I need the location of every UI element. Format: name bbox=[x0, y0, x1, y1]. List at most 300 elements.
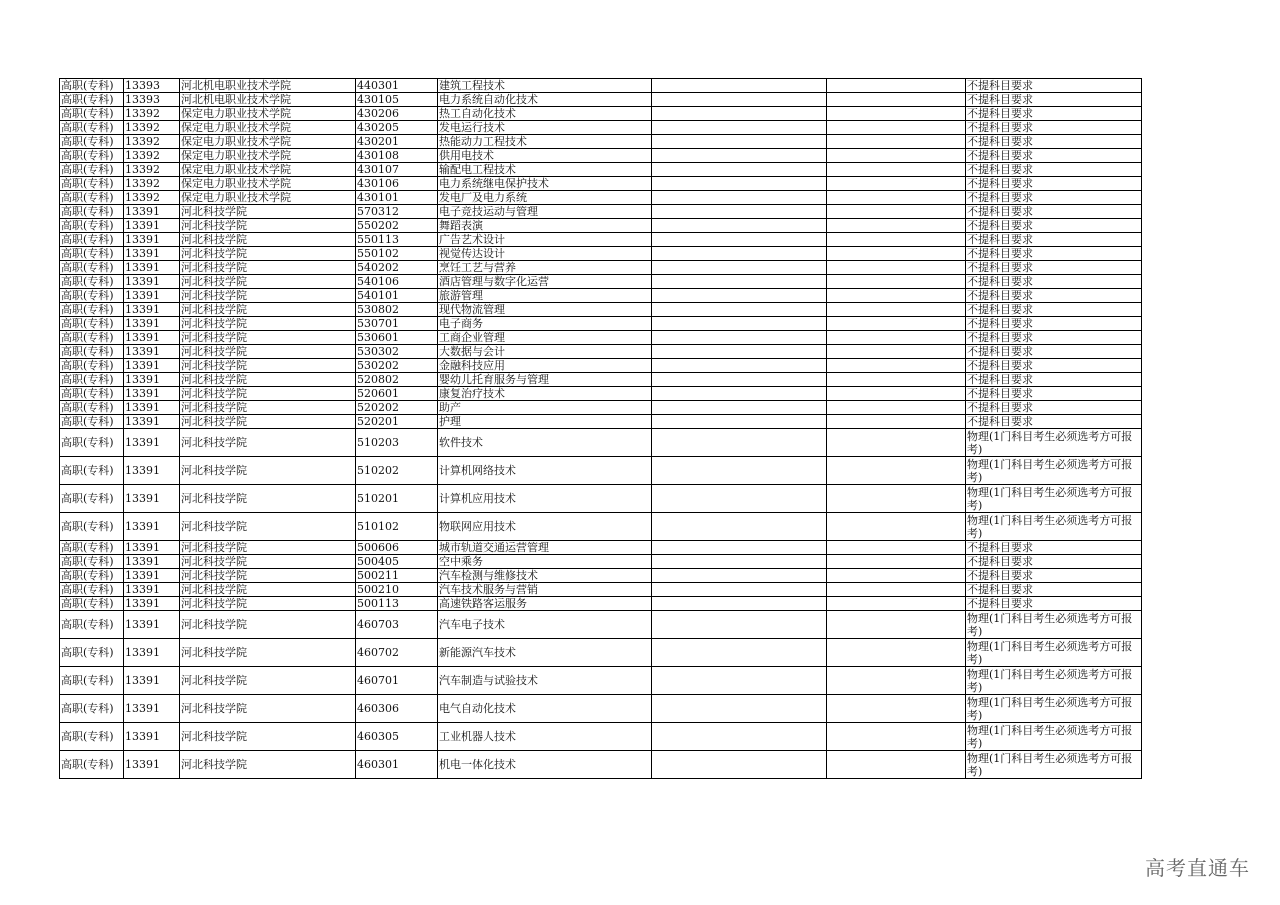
blank-cell bbox=[652, 359, 827, 373]
school-code-cell: 13391 bbox=[124, 695, 180, 723]
blank-cell bbox=[827, 597, 966, 611]
table-row bbox=[60, 695, 1142, 723]
blank-cell bbox=[652, 317, 827, 331]
school-name-cell: 保定电力职业技术学院 bbox=[180, 135, 356, 149]
subject-requirement-cell: 物理(1门科目考生必须选考方可报考) bbox=[966, 667, 1142, 695]
major-name-cell: 供用电技术 bbox=[438, 149, 652, 163]
major-name-cell: 新能源汽车技术 bbox=[438, 639, 652, 667]
school-code-cell: 13391 bbox=[124, 401, 180, 415]
level-cell: 高职(专科) bbox=[60, 373, 124, 387]
subject-requirement-cell: 物理(1门科目考生必须选考方可报考) bbox=[966, 723, 1142, 751]
level-cell: 高职(专科) bbox=[60, 569, 124, 583]
major-code-cell: 460701 bbox=[356, 667, 438, 695]
blank-cell bbox=[652, 191, 827, 205]
table-row bbox=[60, 303, 1142, 317]
school-code-cell: 13391 bbox=[124, 541, 180, 555]
blank-cell bbox=[827, 373, 966, 387]
major-code-cell: 510201 bbox=[356, 485, 438, 513]
major-code-cell: 520202 bbox=[356, 401, 438, 415]
major-name-cell: 电子竞技运动与管理 bbox=[438, 205, 652, 219]
major-code-cell: 530601 bbox=[356, 331, 438, 345]
subject-requirement-cell: 不提科目要求 bbox=[966, 177, 1142, 191]
school-code-cell: 13391 bbox=[124, 345, 180, 359]
blank-cell bbox=[827, 401, 966, 415]
table-row bbox=[60, 79, 1142, 93]
school-name-cell: 河北科技学院 bbox=[180, 541, 356, 555]
blank-cell bbox=[652, 79, 827, 93]
table-row bbox=[60, 667, 1142, 695]
blank-cell bbox=[827, 639, 966, 667]
blank-cell bbox=[652, 303, 827, 317]
blank-cell bbox=[827, 219, 966, 233]
watermark-text: 高考直通车 bbox=[1145, 856, 1250, 880]
major-name-cell: 烹饪工艺与营养 bbox=[438, 261, 652, 275]
school-code-cell: 13391 bbox=[124, 331, 180, 345]
blank-cell bbox=[827, 513, 966, 541]
table-row bbox=[60, 317, 1142, 331]
table-row bbox=[60, 149, 1142, 163]
major-name-cell: 旅游管理 bbox=[438, 289, 652, 303]
school-name-cell: 河北科技学院 bbox=[180, 261, 356, 275]
table-row bbox=[60, 415, 1142, 429]
major-code-cell: 540101 bbox=[356, 289, 438, 303]
school-name-cell: 河北科技学院 bbox=[180, 275, 356, 289]
blank-cell bbox=[652, 583, 827, 597]
major-name-cell: 汽车电子技术 bbox=[438, 611, 652, 639]
school-name-cell: 河北科技学院 bbox=[180, 387, 356, 401]
school-code-cell: 13392 bbox=[124, 149, 180, 163]
blank-cell bbox=[827, 331, 966, 345]
level-cell: 高职(专科) bbox=[60, 555, 124, 569]
level-cell: 高职(专科) bbox=[60, 121, 124, 135]
blank-cell bbox=[652, 331, 827, 345]
subject-requirement-cell: 不提科目要求 bbox=[966, 569, 1142, 583]
blank-cell bbox=[827, 205, 966, 219]
major-name-cell: 热工自动化技术 bbox=[438, 107, 652, 121]
school-code-cell: 13393 bbox=[124, 93, 180, 107]
table-row bbox=[60, 485, 1142, 513]
level-cell: 高职(专科) bbox=[60, 457, 124, 485]
subject-requirement-cell: 不提科目要求 bbox=[966, 359, 1142, 373]
school-name-cell: 河北科技学院 bbox=[180, 513, 356, 541]
blank-cell bbox=[827, 79, 966, 93]
subject-requirement-cell: 不提科目要求 bbox=[966, 387, 1142, 401]
school-name-cell: 河北科技学院 bbox=[180, 583, 356, 597]
subject-requirement-cell: 不提科目要求 bbox=[966, 597, 1142, 611]
major-name-cell: 软件技术 bbox=[438, 429, 652, 457]
subject-requirement-cell: 物理(1门科目考生必须选考方可报考) bbox=[966, 611, 1142, 639]
table-row bbox=[60, 597, 1142, 611]
school-code-cell: 13391 bbox=[124, 233, 180, 247]
school-name-cell: 河北科技学院 bbox=[180, 331, 356, 345]
blank-cell bbox=[652, 275, 827, 289]
major-code-cell: 430206 bbox=[356, 107, 438, 121]
table-row bbox=[60, 261, 1142, 275]
level-cell: 高职(专科) bbox=[60, 247, 124, 261]
level-cell: 高职(专科) bbox=[60, 387, 124, 401]
school-code-cell: 13391 bbox=[124, 751, 180, 779]
major-code-cell: 510102 bbox=[356, 513, 438, 541]
blank-cell bbox=[827, 751, 966, 779]
blank-cell bbox=[652, 429, 827, 457]
table-row bbox=[60, 331, 1142, 345]
blank-cell bbox=[827, 555, 966, 569]
school-name-cell: 保定电力职业技术学院 bbox=[180, 149, 356, 163]
major-name-cell: 电气自动化技术 bbox=[438, 695, 652, 723]
level-cell: 高职(专科) bbox=[60, 233, 124, 247]
school-name-cell: 河北机电职业技术学院 bbox=[180, 79, 356, 93]
blank-cell bbox=[652, 219, 827, 233]
blank-cell bbox=[652, 107, 827, 121]
major-code-cell: 500211 bbox=[356, 569, 438, 583]
school-code-cell: 13392 bbox=[124, 107, 180, 121]
school-code-cell: 13391 bbox=[124, 597, 180, 611]
major-code-cell: 570312 bbox=[356, 205, 438, 219]
school-name-cell: 河北科技学院 bbox=[180, 345, 356, 359]
blank-cell bbox=[827, 345, 966, 359]
level-cell: 高职(专科) bbox=[60, 667, 124, 695]
school-name-cell: 河北科技学院 bbox=[180, 401, 356, 415]
blank-cell bbox=[652, 233, 827, 247]
school-code-cell: 13392 bbox=[124, 121, 180, 135]
major-name-cell: 建筑工程技术 bbox=[438, 79, 652, 93]
blank-cell bbox=[652, 723, 827, 751]
major-code-cell: 500606 bbox=[356, 541, 438, 555]
major-code-cell: 430205 bbox=[356, 121, 438, 135]
blank-cell bbox=[652, 345, 827, 359]
blank-cell bbox=[827, 135, 966, 149]
blank-cell bbox=[652, 177, 827, 191]
level-cell: 高职(专科) bbox=[60, 345, 124, 359]
school-name-cell: 河北科技学院 bbox=[180, 751, 356, 779]
major-code-cell: 550113 bbox=[356, 233, 438, 247]
school-code-cell: 13391 bbox=[124, 611, 180, 639]
blank-cell bbox=[827, 723, 966, 751]
major-code-cell: 530802 bbox=[356, 303, 438, 317]
subject-requirement-cell: 不提科目要求 bbox=[966, 275, 1142, 289]
blank-cell bbox=[652, 485, 827, 513]
table-row bbox=[60, 373, 1142, 387]
school-code-cell: 13391 bbox=[124, 429, 180, 457]
table-row bbox=[60, 345, 1142, 359]
subject-requirement-cell: 不提科目要求 bbox=[966, 345, 1142, 359]
major-name-cell: 舞蹈表演 bbox=[438, 219, 652, 233]
school-name-cell: 河北科技学院 bbox=[180, 303, 356, 317]
table-row bbox=[60, 401, 1142, 415]
major-code-cell: 540202 bbox=[356, 261, 438, 275]
blank-cell bbox=[652, 415, 827, 429]
school-name-cell: 河北科技学院 bbox=[180, 429, 356, 457]
subject-requirement-cell: 不提科目要求 bbox=[966, 261, 1142, 275]
subject-requirement-cell: 不提科目要求 bbox=[966, 107, 1142, 121]
school-name-cell: 河北科技学院 bbox=[180, 667, 356, 695]
level-cell: 高职(专科) bbox=[60, 513, 124, 541]
level-cell: 高职(专科) bbox=[60, 107, 124, 121]
major-code-cell: 530202 bbox=[356, 359, 438, 373]
blank-cell bbox=[652, 751, 827, 779]
school-code-cell: 13391 bbox=[124, 583, 180, 597]
level-cell: 高职(专科) bbox=[60, 541, 124, 555]
school-code-cell: 13391 bbox=[124, 275, 180, 289]
table-row bbox=[60, 135, 1142, 149]
school-code-cell: 13392 bbox=[124, 163, 180, 177]
blank-cell bbox=[652, 261, 827, 275]
subject-requirement-cell: 物理(1门科目考生必须选考方可报考) bbox=[966, 513, 1142, 541]
blank-cell bbox=[652, 121, 827, 135]
blank-cell bbox=[652, 247, 827, 261]
table-row bbox=[60, 205, 1142, 219]
school-name-cell: 河北科技学院 bbox=[180, 597, 356, 611]
level-cell: 高职(专科) bbox=[60, 205, 124, 219]
blank-cell bbox=[827, 583, 966, 597]
subject-requirement-cell: 不提科目要求 bbox=[966, 149, 1142, 163]
major-code-cell: 500113 bbox=[356, 597, 438, 611]
school-code-cell: 13391 bbox=[124, 219, 180, 233]
blank-cell bbox=[827, 93, 966, 107]
school-name-cell: 河北科技学院 bbox=[180, 373, 356, 387]
major-code-cell: 520601 bbox=[356, 387, 438, 401]
subject-requirement-cell: 不提科目要求 bbox=[966, 289, 1142, 303]
blank-cell bbox=[652, 457, 827, 485]
blank-cell bbox=[827, 247, 966, 261]
school-code-cell: 13391 bbox=[124, 373, 180, 387]
table-row bbox=[60, 429, 1142, 457]
level-cell: 高职(专科) bbox=[60, 275, 124, 289]
level-cell: 高职(专科) bbox=[60, 261, 124, 275]
major-code-cell: 460305 bbox=[356, 723, 438, 751]
major-code-cell: 550102 bbox=[356, 247, 438, 261]
level-cell: 高职(专科) bbox=[60, 289, 124, 303]
subject-requirement-cell: 不提科目要求 bbox=[966, 555, 1142, 569]
major-name-cell: 电力系统自动化技术 bbox=[438, 93, 652, 107]
major-code-cell: 500210 bbox=[356, 583, 438, 597]
subject-requirement-cell: 不提科目要求 bbox=[966, 401, 1142, 415]
school-code-cell: 13391 bbox=[124, 639, 180, 667]
level-cell: 高职(专科) bbox=[60, 583, 124, 597]
major-name-cell: 康复治疗技术 bbox=[438, 387, 652, 401]
school-name-cell: 河北机电职业技术学院 bbox=[180, 93, 356, 107]
level-cell: 高职(专科) bbox=[60, 303, 124, 317]
major-code-cell: 460301 bbox=[356, 751, 438, 779]
blank-cell bbox=[827, 163, 966, 177]
major-name-cell: 汽车制造与试验技术 bbox=[438, 667, 652, 695]
level-cell: 高职(专科) bbox=[60, 149, 124, 163]
school-name-cell: 河北科技学院 bbox=[180, 611, 356, 639]
table-row bbox=[60, 219, 1142, 233]
blank-cell bbox=[827, 275, 966, 289]
table-row bbox=[60, 359, 1142, 373]
major-name-cell: 物联网应用技术 bbox=[438, 513, 652, 541]
major-name-cell: 助产 bbox=[438, 401, 652, 415]
major-code-cell: 510202 bbox=[356, 457, 438, 485]
major-code-cell: 460703 bbox=[356, 611, 438, 639]
level-cell: 高职(专科) bbox=[60, 135, 124, 149]
major-code-cell: 500405 bbox=[356, 555, 438, 569]
major-name-cell: 现代物流管理 bbox=[438, 303, 652, 317]
school-code-cell: 13391 bbox=[124, 303, 180, 317]
blank-cell bbox=[652, 387, 827, 401]
level-cell: 高职(专科) bbox=[60, 401, 124, 415]
blank-cell bbox=[827, 289, 966, 303]
table-row bbox=[60, 93, 1142, 107]
school-code-cell: 13391 bbox=[124, 569, 180, 583]
subject-requirement-cell: 不提科目要求 bbox=[966, 373, 1142, 387]
subject-requirement-cell: 物理(1门科目考生必须选考方可报考) bbox=[966, 457, 1142, 485]
major-name-cell: 城市轨道交通运营管理 bbox=[438, 541, 652, 555]
blank-cell bbox=[827, 191, 966, 205]
school-name-cell: 河北科技学院 bbox=[180, 555, 356, 569]
level-cell: 高职(专科) bbox=[60, 597, 124, 611]
subject-requirement-cell: 不提科目要求 bbox=[966, 415, 1142, 429]
school-code-cell: 13391 bbox=[124, 261, 180, 275]
level-cell: 高职(专科) bbox=[60, 93, 124, 107]
school-code-cell: 13391 bbox=[124, 205, 180, 219]
blank-cell bbox=[652, 93, 827, 107]
blank-cell bbox=[827, 429, 966, 457]
major-code-cell: 460702 bbox=[356, 639, 438, 667]
major-code-cell: 460306 bbox=[356, 695, 438, 723]
blank-cell bbox=[827, 541, 966, 555]
school-code-cell: 13391 bbox=[124, 667, 180, 695]
blank-cell bbox=[827, 107, 966, 121]
school-name-cell: 河北科技学院 bbox=[180, 247, 356, 261]
blank-cell bbox=[827, 415, 966, 429]
major-name-cell: 发电运行技术 bbox=[438, 121, 652, 135]
level-cell: 高职(专科) bbox=[60, 317, 124, 331]
subject-requirement-cell: 不提科目要求 bbox=[966, 163, 1142, 177]
subject-requirement-cell: 不提科目要求 bbox=[966, 233, 1142, 247]
admission-table bbox=[59, 78, 1142, 779]
school-code-cell: 13391 bbox=[124, 555, 180, 569]
subject-requirement-cell: 不提科目要求 bbox=[966, 79, 1142, 93]
major-name-cell: 计算机应用技术 bbox=[438, 485, 652, 513]
major-code-cell: 430101 bbox=[356, 191, 438, 205]
level-cell: 高职(专科) bbox=[60, 723, 124, 751]
school-name-cell: 保定电力职业技术学院 bbox=[180, 177, 356, 191]
table-row bbox=[60, 555, 1142, 569]
major-name-cell: 电子商务 bbox=[438, 317, 652, 331]
school-code-cell: 13391 bbox=[124, 317, 180, 331]
blank-cell bbox=[652, 373, 827, 387]
level-cell: 高职(专科) bbox=[60, 219, 124, 233]
major-code-cell: 510203 bbox=[356, 429, 438, 457]
level-cell: 高职(专科) bbox=[60, 331, 124, 345]
school-name-cell: 河北科技学院 bbox=[180, 639, 356, 667]
blank-cell bbox=[652, 611, 827, 639]
school-code-cell: 13391 bbox=[124, 247, 180, 261]
school-code-cell: 13393 bbox=[124, 79, 180, 93]
blank-cell bbox=[827, 177, 966, 191]
table-row bbox=[60, 569, 1142, 583]
level-cell: 高职(专科) bbox=[60, 429, 124, 457]
school-code-cell: 13391 bbox=[124, 289, 180, 303]
table-row bbox=[60, 457, 1142, 485]
blank-cell bbox=[652, 135, 827, 149]
school-code-cell: 13391 bbox=[124, 359, 180, 373]
major-name-cell: 大数据与会计 bbox=[438, 345, 652, 359]
major-name-cell: 金融科技应用 bbox=[438, 359, 652, 373]
school-name-cell: 保定电力职业技术学院 bbox=[180, 121, 356, 135]
school-name-cell: 河北科技学院 bbox=[180, 485, 356, 513]
subject-requirement-cell: 不提科目要求 bbox=[966, 303, 1142, 317]
subject-requirement-cell: 不提科目要求 bbox=[966, 219, 1142, 233]
blank-cell bbox=[652, 149, 827, 163]
subject-requirement-cell: 不提科目要求 bbox=[966, 331, 1142, 345]
blank-cell bbox=[652, 555, 827, 569]
blank-cell bbox=[827, 359, 966, 373]
subject-requirement-cell: 不提科目要求 bbox=[966, 247, 1142, 261]
subject-requirement-cell: 物理(1门科目考生必须选考方可报考) bbox=[966, 639, 1142, 667]
school-name-cell: 河北科技学院 bbox=[180, 233, 356, 247]
school-name-cell: 河北科技学院 bbox=[180, 359, 356, 373]
major-name-cell: 汽车检测与维修技术 bbox=[438, 569, 652, 583]
blank-cell bbox=[827, 233, 966, 247]
school-code-cell: 13391 bbox=[124, 485, 180, 513]
subject-requirement-cell: 不提科目要求 bbox=[966, 205, 1142, 219]
blank-cell bbox=[652, 639, 827, 667]
major-name-cell: 输配电工程技术 bbox=[438, 163, 652, 177]
table-row bbox=[60, 583, 1142, 597]
major-code-cell: 430201 bbox=[356, 135, 438, 149]
blank-cell bbox=[652, 695, 827, 723]
school-name-cell: 保定电力职业技术学院 bbox=[180, 163, 356, 177]
level-cell: 高职(专科) bbox=[60, 639, 124, 667]
blank-cell bbox=[652, 569, 827, 583]
school-code-cell: 13391 bbox=[124, 387, 180, 401]
blank-cell bbox=[827, 121, 966, 135]
subject-requirement-cell: 不提科目要求 bbox=[966, 541, 1142, 555]
table-row bbox=[60, 751, 1142, 779]
major-name-cell: 酒店管理与数字化运营 bbox=[438, 275, 652, 289]
major-code-cell: 520201 bbox=[356, 415, 438, 429]
table-row bbox=[60, 639, 1142, 667]
school-name-cell: 河北科技学院 bbox=[180, 205, 356, 219]
blank-cell bbox=[652, 205, 827, 219]
school-code-cell: 13391 bbox=[124, 723, 180, 751]
school-name-cell: 河北科技学院 bbox=[180, 457, 356, 485]
major-name-cell: 高速铁路客运服务 bbox=[438, 597, 652, 611]
major-code-cell: 520802 bbox=[356, 373, 438, 387]
blank-cell bbox=[652, 289, 827, 303]
subject-requirement-cell: 物理(1门科目考生必须选考方可报考) bbox=[966, 695, 1142, 723]
level-cell: 高职(专科) bbox=[60, 695, 124, 723]
blank-cell bbox=[652, 163, 827, 177]
subject-requirement-cell: 物理(1门科目考生必须选考方可报考) bbox=[966, 751, 1142, 779]
blank-cell bbox=[827, 485, 966, 513]
level-cell: 高职(专科) bbox=[60, 79, 124, 93]
school-code-cell: 13392 bbox=[124, 177, 180, 191]
school-name-cell: 河北科技学院 bbox=[180, 569, 356, 583]
major-name-cell: 汽车技术服务与营销 bbox=[438, 583, 652, 597]
blank-cell bbox=[652, 597, 827, 611]
school-name-cell: 保定电力职业技术学院 bbox=[180, 191, 356, 205]
subject-requirement-cell: 不提科目要求 bbox=[966, 93, 1142, 107]
table-row bbox=[60, 289, 1142, 303]
major-name-cell: 电力系统继电保护技术 bbox=[438, 177, 652, 191]
blank-cell bbox=[827, 149, 966, 163]
school-name-cell: 河北科技学院 bbox=[180, 219, 356, 233]
school-code-cell: 13391 bbox=[124, 513, 180, 541]
table-row bbox=[60, 191, 1142, 205]
major-code-cell: 540106 bbox=[356, 275, 438, 289]
level-cell: 高职(专科) bbox=[60, 751, 124, 779]
major-name-cell: 护理 bbox=[438, 415, 652, 429]
blank-cell bbox=[652, 513, 827, 541]
table-row bbox=[60, 107, 1142, 121]
table-row bbox=[60, 541, 1142, 555]
major-name-cell: 机电一体化技术 bbox=[438, 751, 652, 779]
level-cell: 高职(专科) bbox=[60, 191, 124, 205]
